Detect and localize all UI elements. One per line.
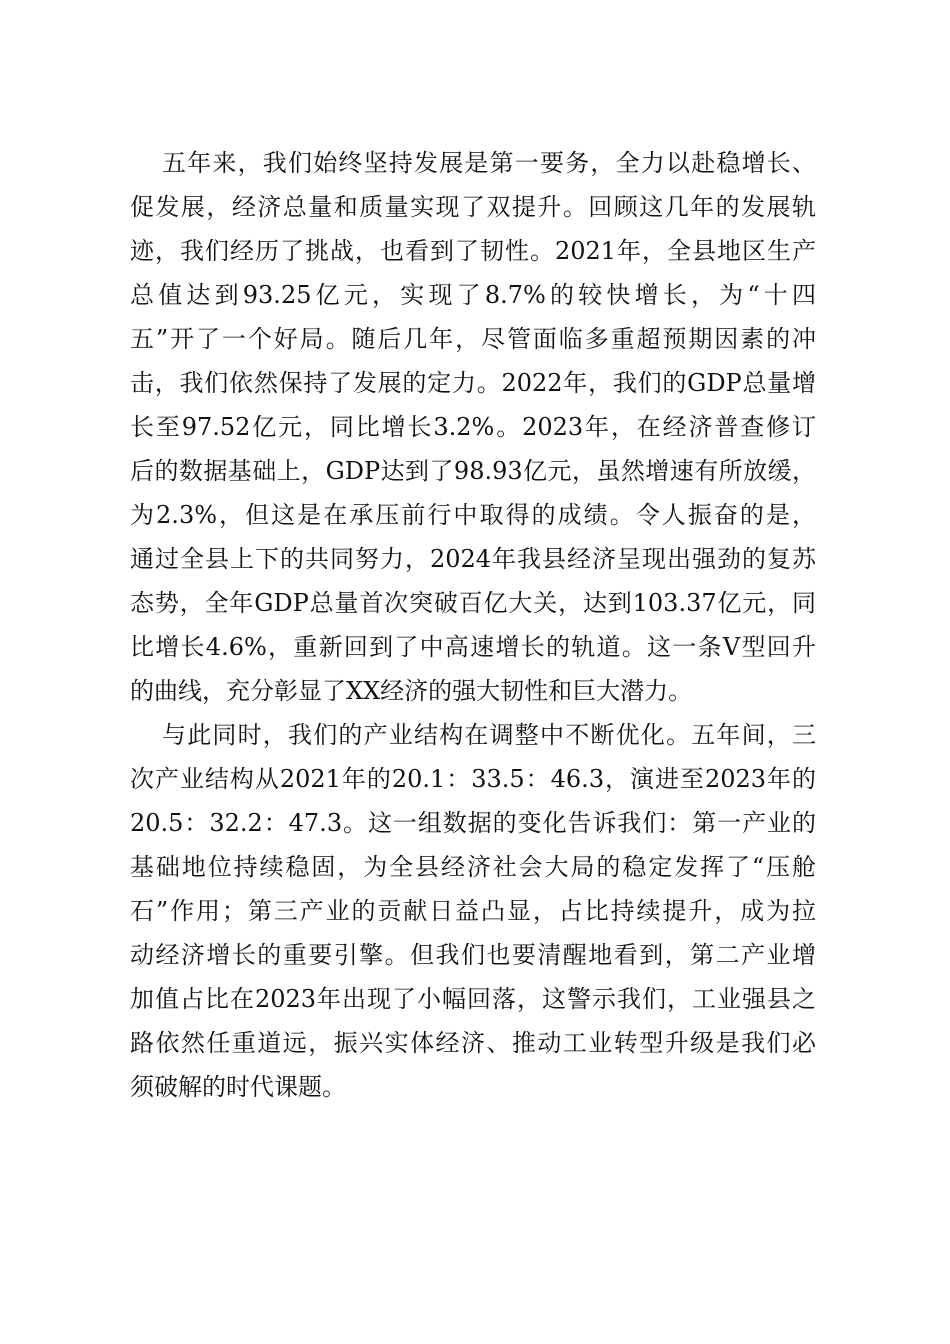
text-line: 态势，全年GDP总量首次突破百亿大关，达到103.37亿元，同 xyxy=(130,589,816,617)
text-line: 通过全县上下的共同努力，2024年我县经济呈现出强劲的复苏 xyxy=(130,545,816,573)
text-line: 后的数据基础上，GDP达到了98.93亿元，虽然增速有所放缓， xyxy=(130,457,816,485)
text-line: 为2.3%，但这是在承压前行中取得的成绩。令人振奋的是， xyxy=(130,501,816,529)
text-line: 五年来，我们始终坚持发展是第一要务，全力以赴稳增长、 xyxy=(162,149,816,177)
paragraph xyxy=(130,145,816,717)
text-line: 20.5：32.2：47.3。这一组数据的变化告诉我们：第一产业的 xyxy=(130,809,816,837)
text-line: 与此同时，我们的产业结构在调整中不断优化。五年间，三 xyxy=(162,721,816,749)
text-line: 路依然任重道远，振兴实体经济、推动工业转型升级是我们必 xyxy=(130,1029,816,1057)
text-line: 总值达到93.25亿元，实现了8.7%的较快增长，为“十四 xyxy=(130,281,816,309)
text-line: 加值占比在2023年出现了小幅回落，这警示我们，工业强县之 xyxy=(130,985,816,1013)
text-line: 促发展，经济总量和质量实现了双提升。回顾这几年的发展轨 xyxy=(130,193,816,221)
text-line: 须破解的时代课题。 xyxy=(130,1073,346,1101)
text-line: 石”作用；第三产业的贡献日益凸显，占比持续提升，成为拉 xyxy=(130,897,816,925)
text-line: 基础地位持续稳固，为全县经济社会大局的稳定发挥了“压舱 xyxy=(130,853,816,881)
document-page xyxy=(130,145,816,1113)
text-line: 击，我们依然保持了发展的定力。2022年，我们的GDP总量增 xyxy=(130,369,816,397)
text-line: 迹，我们经历了挑战，也看到了韧性。2021年，全县地区生产 xyxy=(130,237,816,265)
text-line: 次产业结构从2021年的20.1：33.5：46.3，演进至2023年的 xyxy=(130,765,816,793)
text-line: 比增长4.6%，重新回到了中高速增长的轨道。这一条V型回升 xyxy=(130,633,816,661)
text-line: 动经济增长的重要引擎。但我们也要清醒地看到，第二产业增 xyxy=(130,941,816,969)
text-line: 五”开了一个好局。随后几年，尽管面临多重超预期因素的冲 xyxy=(130,325,816,353)
paragraph xyxy=(130,717,816,1113)
text-line: 的曲线，充分彰显了XX经济的强大韧性和巨大潜力。 xyxy=(130,677,693,705)
text-line: 长至97.52亿元，同比增长3.2%。2023年，在经济普查修订 xyxy=(130,413,816,441)
